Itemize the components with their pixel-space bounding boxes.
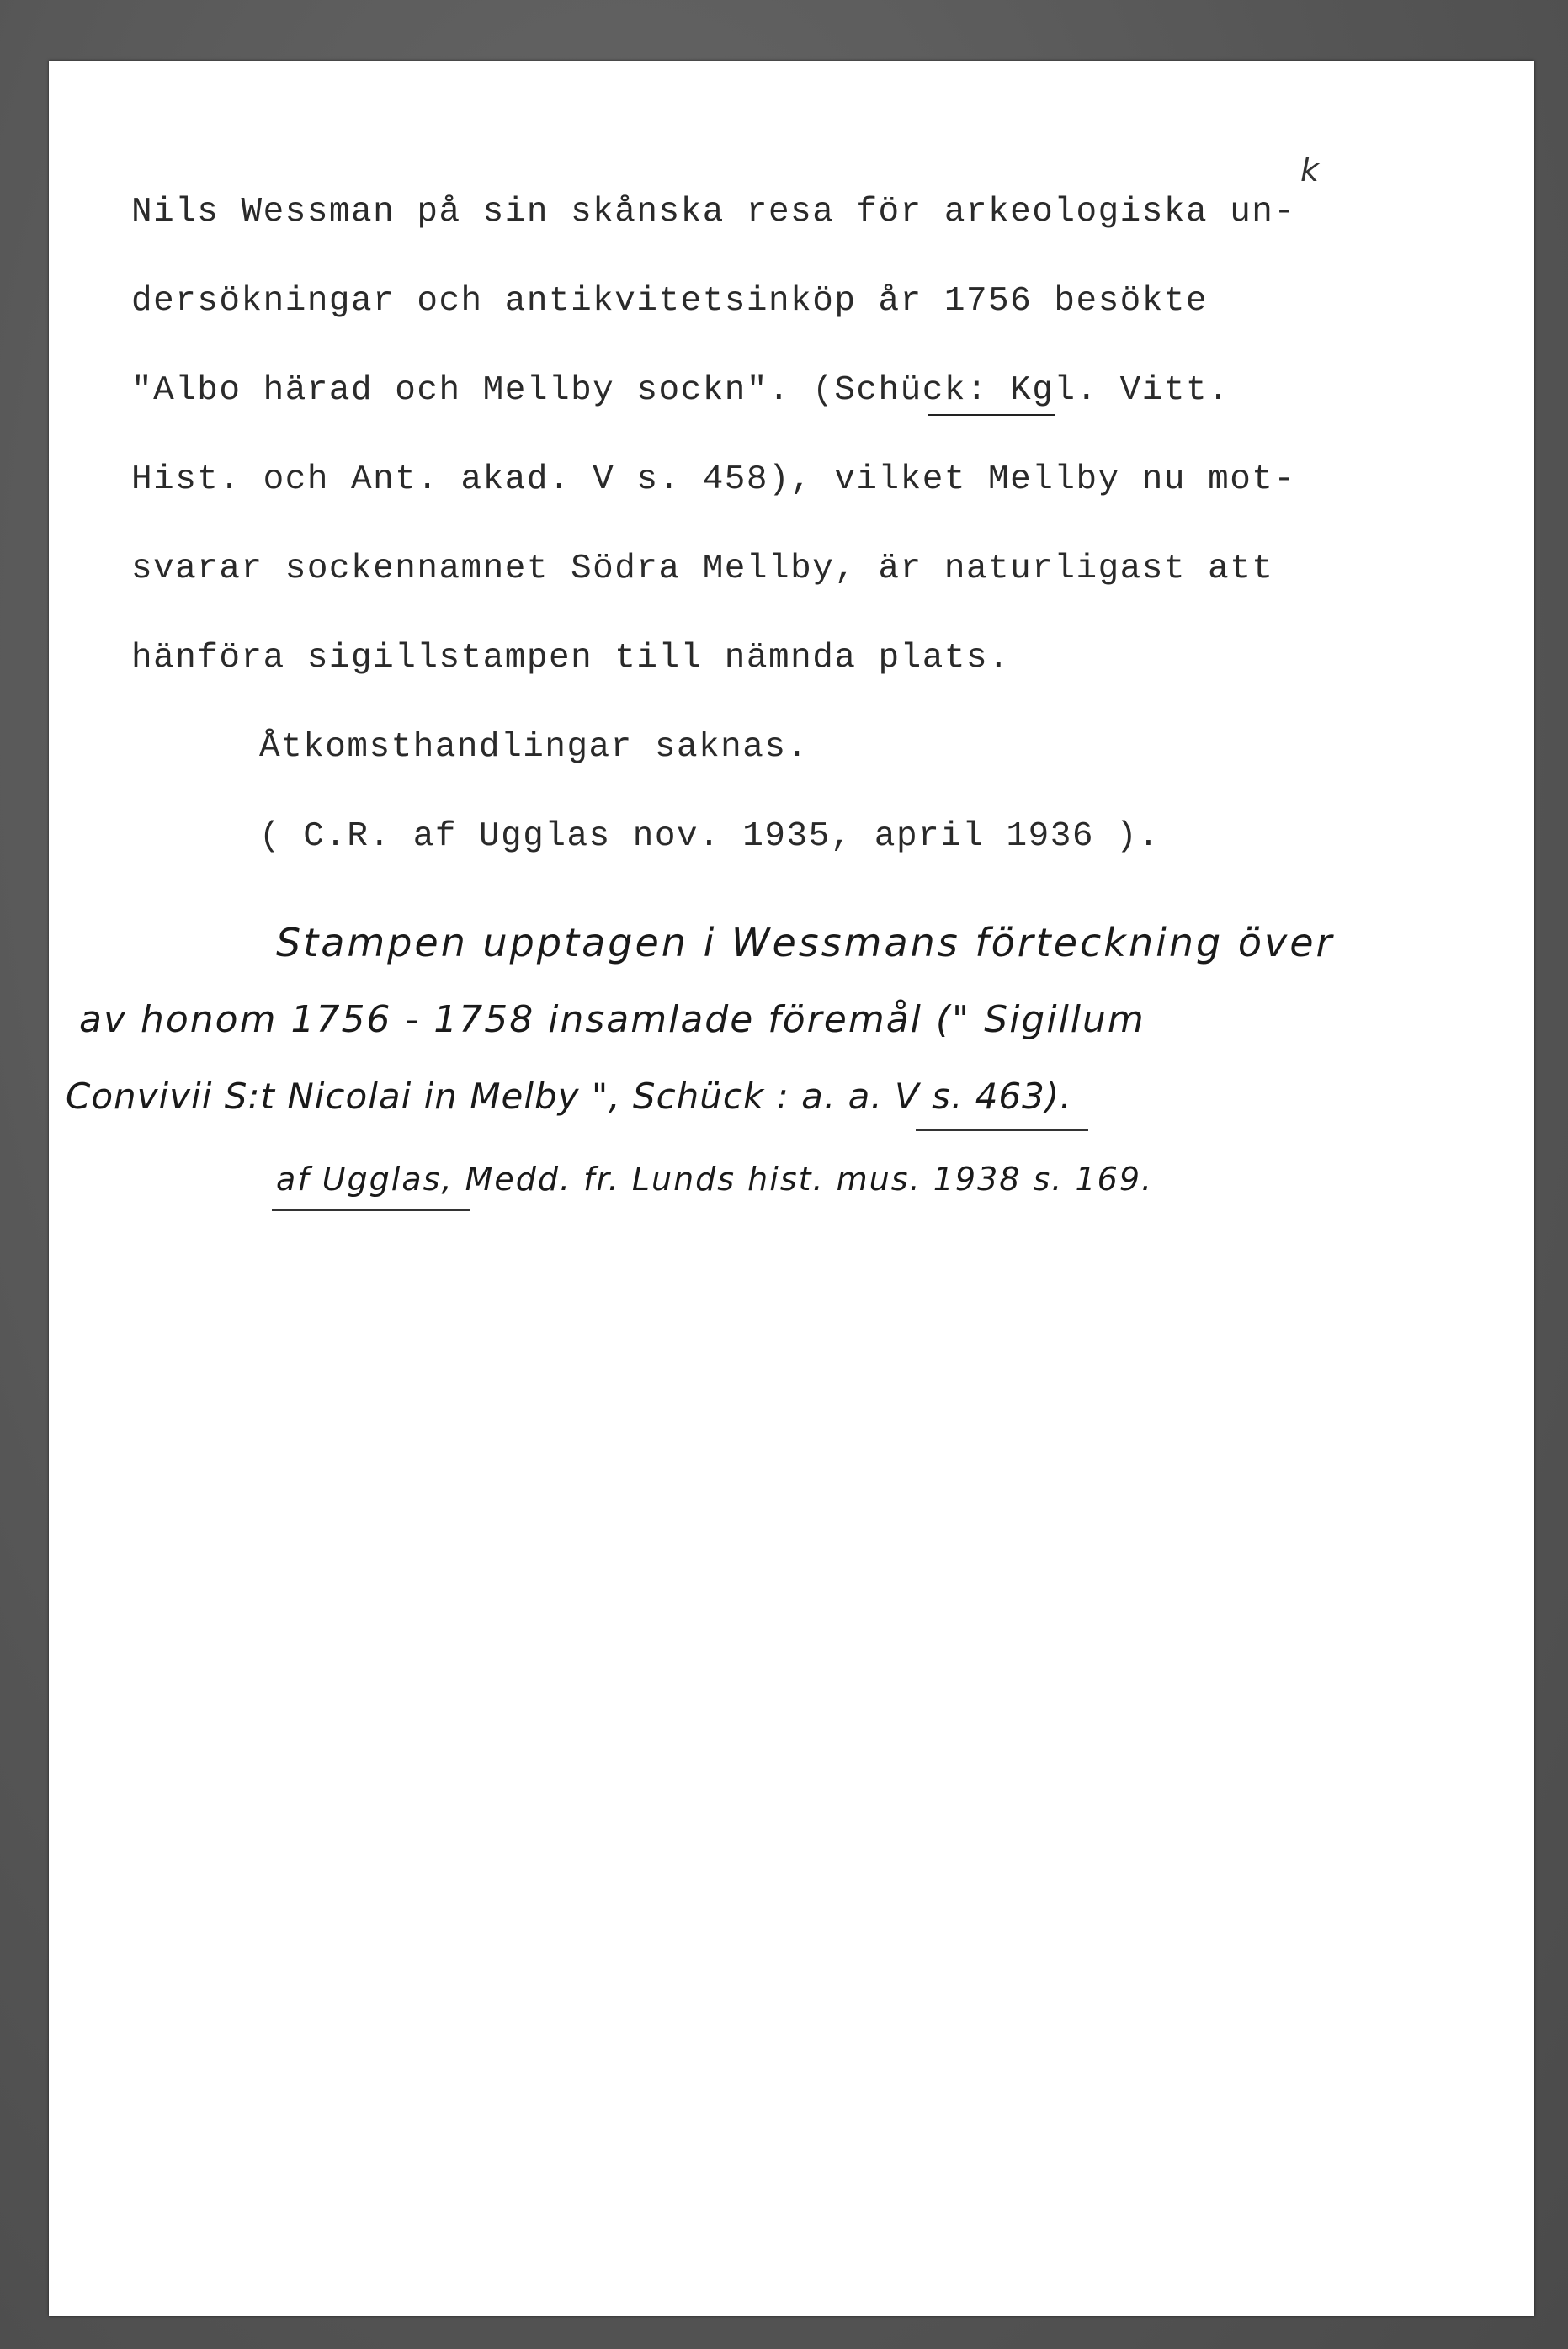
schuck-underline — [928, 414, 1055, 416]
typed-line-3: "Albo härad och Mellby sockn". (Schück: Kgl. Vitt. — [131, 371, 1230, 410]
typed-line-8: ( C.R. af Ugglas nov. 1935, april 1936 ). — [259, 817, 1161, 856]
typed-line-1: Nils Wessman på sin skånska resa för arkeologiska un- — [131, 193, 1296, 231]
ugglas-underline — [272, 1209, 470, 1211]
typed-line-7: Åtkomsthandlingar saknas. — [259, 728, 809, 767]
handwritten-line-4: af Ugglas, Medd. fr. Lunds hist. mus. 1938 s. 169. — [276, 1161, 1154, 1198]
handwritten-line-1: Stampen upptagen i Wessmans förteckning över — [276, 920, 1335, 965]
handwritten-line-3: Convivii S:t Nicolai in Melby ", Schück : a. a. V s. 463). — [66, 1076, 1072, 1117]
handwritten-line-2: av honom 1756 - 1758 insamlade föremål (" Sigillum — [79, 998, 1145, 1041]
typed-text-block — [49, 61, 1534, 986]
typed-line-5: svarar sockennamnet Södra Mellby, är naturligast att — [131, 550, 1274, 588]
margin-annotation: k — [1300, 151, 1320, 189]
index-card — [49, 61, 1534, 2316]
typed-line-6: hänföra sigillstampen till nämnda plats. — [131, 639, 1011, 678]
typed-line-2: dersökningar och antikvitetsinköp år 1756 besökte — [131, 282, 1209, 321]
typed-line-4: Hist. och Ant. akad. V s. 458), vilket Mellby nu mot- — [131, 460, 1296, 499]
schuck-handwritten-underline — [916, 1129, 1088, 1131]
